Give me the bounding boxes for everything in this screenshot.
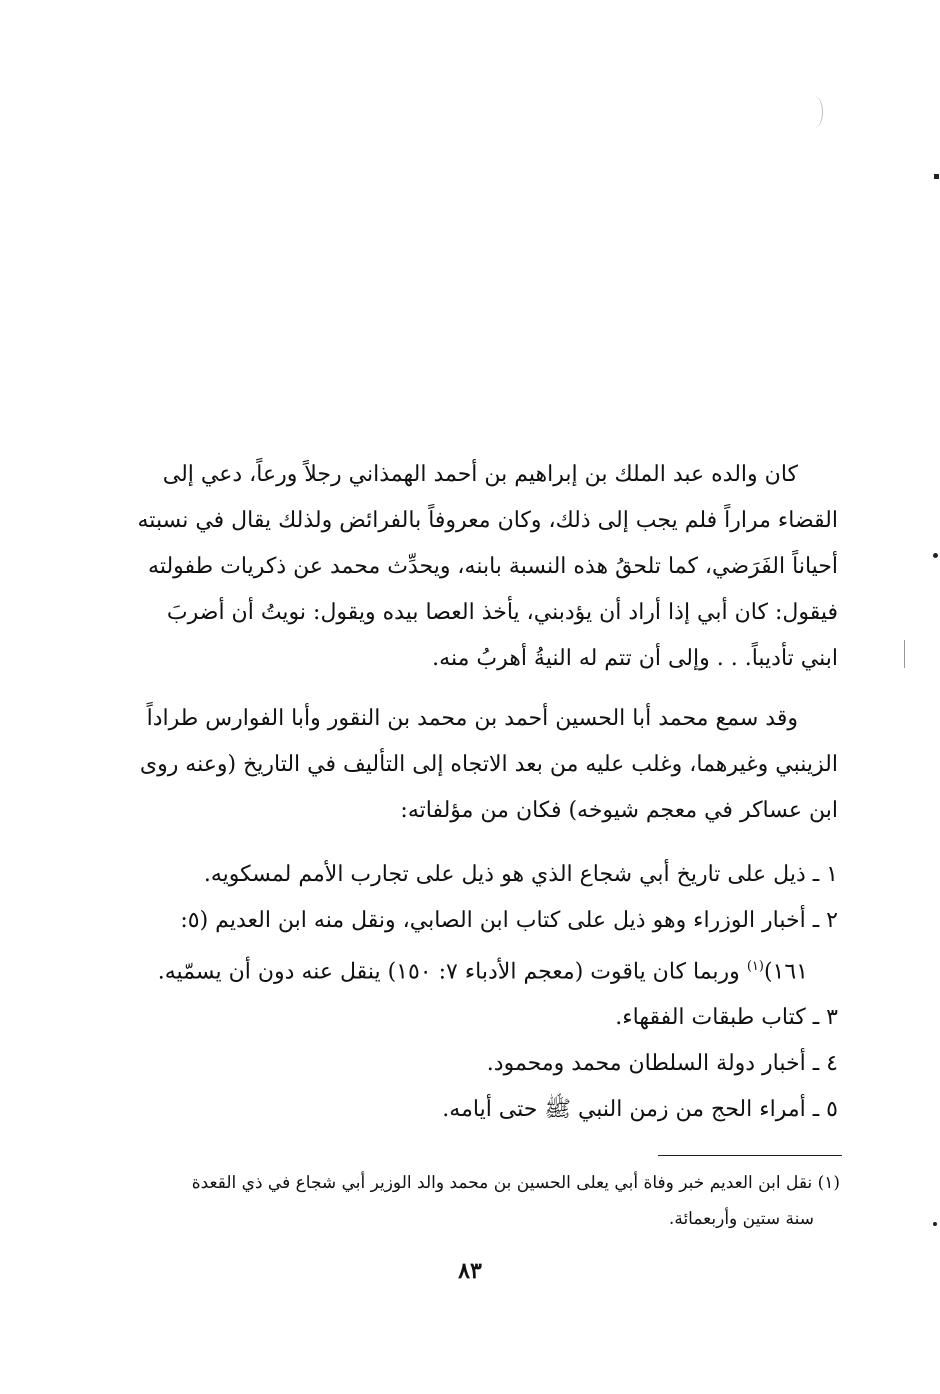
scan-artifact-dot [933,553,938,558]
paragraph-father [108,452,838,682]
text-line: فيقول: كان أبي إذا أراد أن يؤدبني، يأخذ العصا بيده ويقول: نويتُ أن أضربَ [166,600,838,625]
text-line: أحياناً الفَرَضي، كما تلحقُ هذه النسبة بابنه، ويحدِّث محمد عن ذكريات طفولته [148,554,838,579]
scan-artifact-line [904,640,905,668]
works-list [108,852,838,1133]
text-line: القضاء مراراً فلم يجب إلى ذلك، وكان معروفاً بالفرائض ولذلك يقال في نسبته [137,508,838,533]
page-number: ٨٣ [458,1258,482,1284]
text-line: ابن عساكر في معجم شيوخه) فكان من مؤلفاته: [400,798,838,823]
text-segment: ١٦١) [763,959,808,985]
list-item: ١ ـ ذيل على تاريخ أبي شجاع الذي هو ذيل على تجارب الأمم لمسكويه. [203,862,838,887]
footnote [108,1165,840,1237]
footnote-reference: (١) [746,959,764,974]
list-item-continuation [108,944,838,995]
paragraph-teachers [108,696,838,834]
footnote-line: سنة ستين وأربعمائة. [668,1209,814,1229]
footnote-line: (١) نقل ابن العديم خبر وفاة أبي يعلى الحسين بن محمد والد الوزير أبي شجاع في ذي القعدة [191,1173,840,1193]
scan-artifact-curve [806,96,823,128]
text-line: ابني تأديباً. . . وإلى أن تتم له النيةُ أهربُ منه. [432,646,838,671]
text-line: الزينبي وغيرهما، وغلب عليه من بعد الاتجاه إلى التأليف في التاريخ (وعنه روى [139,752,838,777]
list-item: ٢ ـ أخبار الوزراء وهو ذيل على كتاب ابن الصابي، ونقل منه ابن العديم (٥: [180,908,838,933]
text-line: وقد سمع محمد أبا الحسين أحمد بن محمد بن النقور وأبا الفوارس طراداً [146,706,798,731]
text-line: كان والده عبد الملك بن إبراهيم بن أحمد الهمذاني رجلاً ورعاً، دعي إلى [162,462,798,487]
footnote-separator [658,1155,842,1156]
list-item: ٤ ـ أخبار دولة السلطان محمد ومحمود. [486,1051,838,1077]
list-item: ٣ ـ كتاب طبقات الفقهاء. [615,1005,838,1031]
text-segment: وربما كان ياقوت (معجم الأدباء ٧: ١٥٠) ينقل عنه دون أن يسمّيه. [157,959,747,985]
list-item: ٥ ـ أمراء الحج من زمن النبي ﷺ حتى أيامه. [442,1097,838,1123]
scan-artifact-dot [933,1222,937,1226]
scan-artifact-mark [934,174,939,179]
